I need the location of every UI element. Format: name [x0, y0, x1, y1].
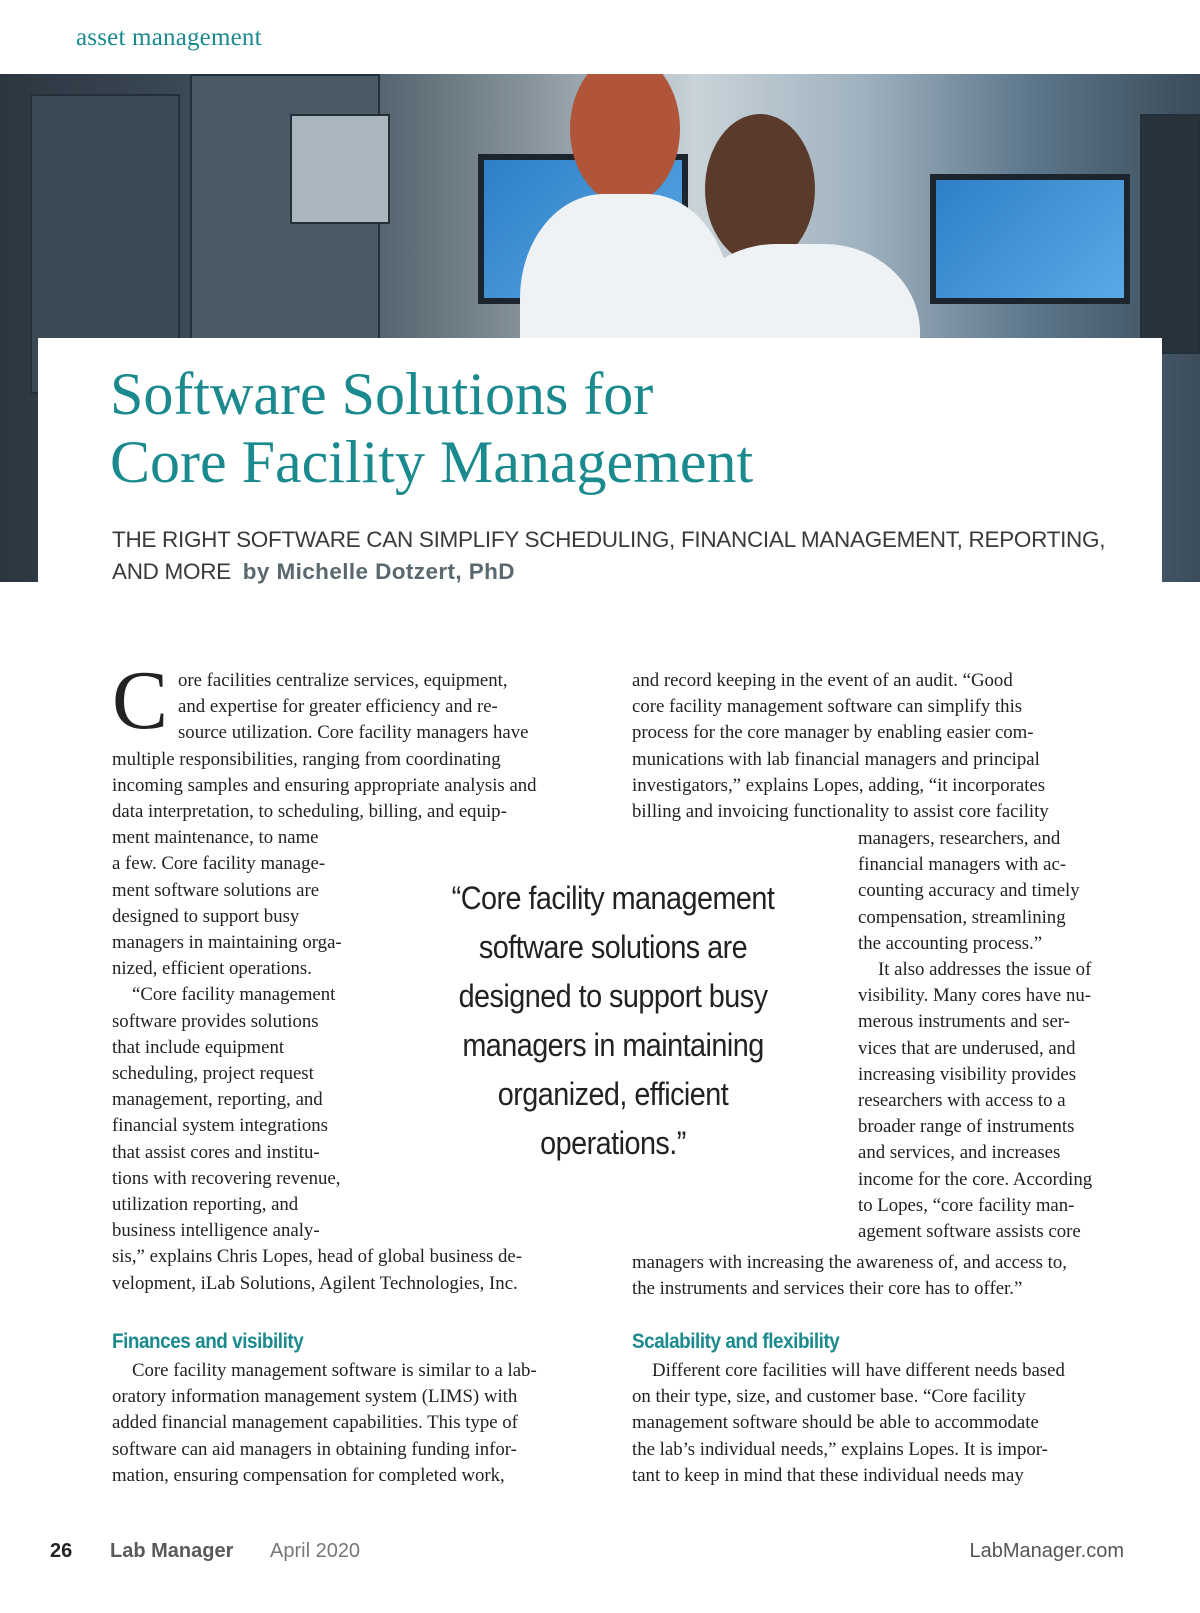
right-column-top — [632, 668, 1132, 825]
pull-quote-line: software solutions are — [478, 929, 748, 965]
text-line: added financial management capabilities. This type of — [112, 1412, 518, 1434]
page-number: 26 — [50, 1540, 73, 1562]
text-line: broader range of instruments — [858, 1116, 1075, 1138]
text-line: a few. Core facility manage- — [112, 853, 326, 875]
text-line: velopment, iLab Solutions, Agilent Technologies, Inc. — [112, 1272, 518, 1294]
text-line: vices that are underused, and — [858, 1037, 1076, 1059]
right-column-narrow — [858, 826, 1148, 1245]
text-line: merous instruments and ser- — [858, 1011, 1070, 1033]
text-line: and record keeping in the event of an audit. “Good — [632, 670, 1013, 691]
text-line: tions with recovering revenue, — [112, 1167, 341, 1189]
text-line: process for the core manager by enabling easier com- — [632, 722, 1034, 744]
magazine-name: Lab Manager — [110, 1540, 234, 1562]
pull-quote-line: organized, efficient — [497, 1076, 729, 1112]
text-line: source utilization. Core facility managers have — [178, 722, 529, 744]
deck-text: THE RIGHT SOFTWARE CAN SIMPLIFY SCHEDULING, FINANCIAL MANAGEMENT, REPORTING, AND MORE — [112, 527, 1106, 584]
text-line: incoming samples and ensuring appropriate analysis and — [112, 774, 537, 796]
text-line: the instruments and services their core has to offer.” — [632, 1278, 1023, 1300]
text-line: financial managers with ac- — [858, 854, 1067, 876]
text-line: software can aid managers in obtaining funding infor- — [112, 1438, 517, 1460]
text-line: managers, researchers, and — [858, 828, 1061, 849]
text-line: tant to keep in mind that these individual needs may — [632, 1464, 1024, 1486]
text-line: core facility management software can simplify this — [632, 696, 1023, 718]
text-line: managers in maintaining orga- — [112, 932, 342, 954]
text-line: mation, ensuring compensation for completed work, — [112, 1464, 505, 1486]
lab-instrument — [1140, 114, 1200, 354]
pull-quote — [438, 874, 789, 1168]
text-line: multiple responsibilities, ranging from coordinating — [112, 748, 501, 770]
text-line: nized, efficient operations. — [112, 958, 312, 980]
text-line: that include equipment — [112, 1036, 285, 1058]
text-line: ment software solutions are — [112, 879, 320, 901]
section-tag: asset management — [76, 24, 262, 51]
text-line: Different core facilities will have different needs based — [652, 1360, 1065, 1381]
text-line: utilization reporting, and — [112, 1194, 299, 1216]
text-line: ore facilities centralize services, equipment, — [178, 670, 508, 691]
text-line: billing and invoicing functionality to assist core facility — [632, 801, 1049, 823]
pull-quote-line: operations.” — [540, 1125, 686, 1161]
text-line: munications with lab financial managers and principal — [632, 748, 1040, 770]
text-line: that assist cores and institu- — [112, 1141, 320, 1163]
text-line: managers with increasing the awareness of, and access to, — [632, 1252, 1067, 1273]
article-deck — [112, 524, 1112, 588]
text-line: agement software assists core — [858, 1221, 1081, 1243]
text-line: financial system integrations — [112, 1115, 328, 1137]
text-line: visibility. Many cores have nu- — [858, 985, 1091, 1007]
text-line: compensation, streamlining — [858, 906, 1066, 928]
text-line: designed to support busy — [112, 905, 300, 927]
text-line: researchers with access to a — [858, 1090, 1066, 1112]
right-section-body — [632, 1358, 1152, 1489]
website-link[interactable]: LabManager.com — [969, 1540, 1124, 1562]
left-section-body — [112, 1358, 602, 1489]
text-line: on their type, size, and customer base. “Core facility — [632, 1386, 1026, 1408]
pull-quote-line: designed to support busy — [458, 978, 768, 1014]
title-line-1: Software Solutions for — [110, 361, 654, 427]
text-line: and services, and increases — [858, 1142, 1061, 1164]
issue-date: April 2020 — [270, 1540, 361, 1562]
text-line: management, reporting, and — [112, 1089, 323, 1111]
text-line: to Lopes, “core facility man- — [858, 1194, 1075, 1216]
text-line: income for the core. According — [858, 1168, 1093, 1190]
text-line: the lab’s individual needs,” explains Lopes. It is impor- — [632, 1438, 1048, 1460]
pull-quote-line: managers in maintaining — [462, 1027, 764, 1063]
text-line: the accounting process.” — [858, 932, 1043, 954]
right-column-bottom — [632, 1250, 1152, 1302]
text-line: management software should be able to accommodate — [632, 1412, 1039, 1434]
title-line-2: Core Facility Management — [110, 429, 754, 495]
drop-cap: C — [112, 654, 169, 747]
text-line: data interpretation, to scheduling, billing, and equip- — [112, 801, 507, 823]
subhead-finances: Finances and visibility — [112, 1330, 304, 1353]
subhead-scalability: Scalability and flexibility — [632, 1330, 840, 1353]
text-line: business intelligence analy- — [112, 1220, 320, 1242]
text-line: and expertise for greater efficiency and re- — [178, 696, 498, 718]
text-line: “Core facility management — [132, 984, 336, 1006]
text-line: ment maintenance, to name — [112, 827, 319, 849]
text-line: oratory information management system (LIMS) with — [112, 1386, 518, 1408]
text-line: scheduling, project request — [112, 1063, 314, 1085]
lab-monitor — [930, 174, 1130, 304]
text-line: investigators,” explains Lopes, adding, “it incorporates — [632, 774, 1046, 796]
text-line: sis,” explains Chris Lopes, head of global business de- — [112, 1246, 522, 1268]
article-title — [110, 360, 1010, 496]
text-line: increasing visibility provides — [858, 1063, 1077, 1085]
text-line: software provides solutions — [112, 1010, 319, 1032]
text-line: counting accuracy and timely — [858, 880, 1080, 902]
scientist-head — [705, 114, 815, 264]
text-line: Core facility management software is similar to a lab- — [132, 1360, 537, 1381]
lab-instrument — [290, 114, 390, 224]
pull-quote-line: “Core facility management — [451, 880, 775, 916]
byline: by Michelle Dotzert, PhD — [242, 559, 515, 584]
text-line: It also addresses the issue of — [878, 959, 1092, 981]
